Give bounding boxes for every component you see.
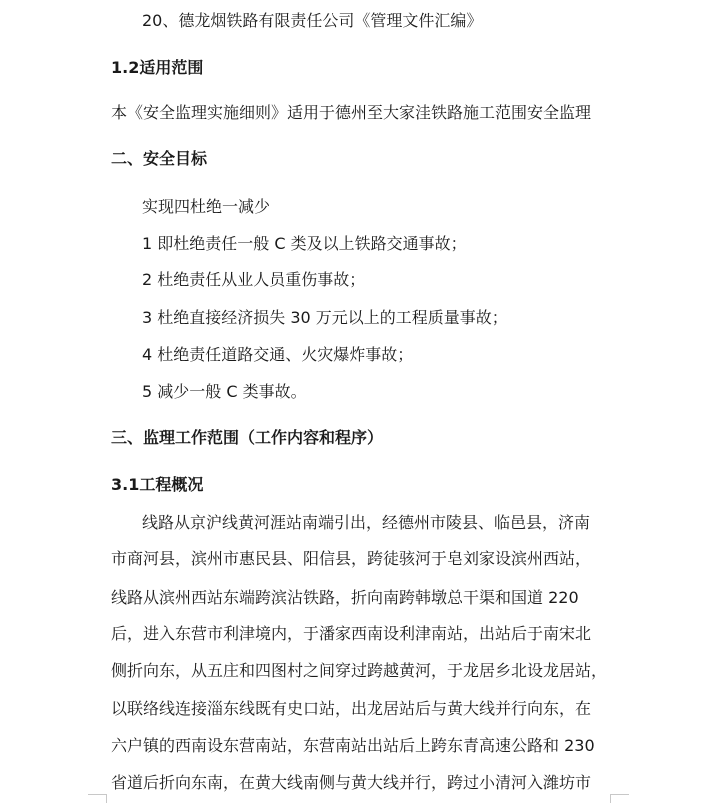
overview-line: 侧折向东，从五庄和四图村之间穿过跨越黄河，于龙居乡北设龙居站， (111, 661, 608, 680)
section-heading-3-1: 3.1工程概况 (111, 475, 204, 494)
overview-line: 市商河县，滨州市惠民县、阳信县，跨徒骇河于皂刘家设滨州西站， (111, 549, 592, 568)
section-text-1-2: 本《安全监理实施细则》适用于德州至大家洼铁路施工范围安全监理 (111, 103, 592, 122)
overview-line: 以联络线连接淄东线既有史口站，出龙居站后与黄大线并行向东，在 (111, 699, 592, 718)
goal-item: 5 减少一般 C 类事故。 (142, 382, 307, 401)
section-heading-1-2: 1.2适用范围 (111, 58, 204, 77)
goal-item: 3 杜绝直接经济损失 30 万元以上的工程质量事故； (142, 308, 508, 327)
overview-line: 线路从京沪线黄河涯站南端引出，经德州市陵县、临邑县，济南 (142, 513, 591, 532)
goal-item: 1 即杜绝责任一般 C 类及以上铁路交通事故； (142, 234, 467, 253)
goal-item: 4 杜绝责任道路交通、火灾爆炸事故； (142, 345, 414, 364)
overview-line: 线路从滨州西站东端跨滨沾铁路，折向南跨韩墩总干渠和国道 220 (111, 588, 579, 607)
goal-intro: 实现四杜绝一减少 (142, 197, 271, 216)
overview-line: 省道后折向东南，在黄大线南侧与黄大线并行，跨过小清河入潍坊市 (111, 773, 592, 792)
page-margin-corner-mark (88, 794, 107, 803)
page-margin-corner-mark (610, 794, 629, 803)
goal-item: 2 杜绝责任从业人员重伤事故； (142, 270, 366, 289)
overview-line: 六户镇的西南设东营南站，东营南站出站后上跨东青高速公路和 230 (111, 736, 595, 755)
section-heading-3: 三、监理工作范围（工作内容和程序） (111, 428, 384, 447)
section-heading-2: 二、安全目标 (111, 149, 208, 168)
reference-list-item: 20、德龙烟铁路有限责任公司《管理文件汇编》 (142, 11, 483, 30)
overview-line: 后，进入东营市利津境内，于潘家西南设利津南站，出站后于南宋北 (111, 624, 592, 643)
